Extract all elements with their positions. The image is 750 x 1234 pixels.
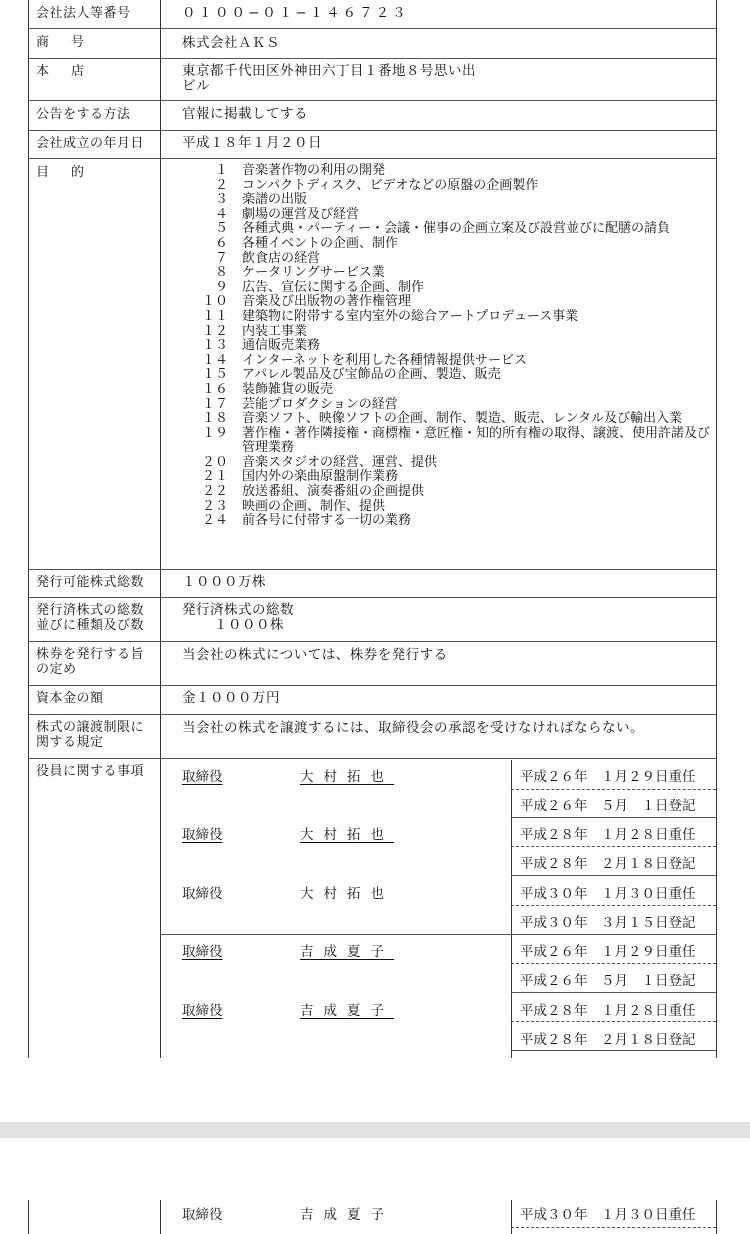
row-divider: [28, 158, 717, 159]
date-divider: [511, 875, 717, 876]
date-column-divider: [511, 1200, 512, 1234]
purpose-item-text: 内装工事業: [242, 323, 308, 339]
purpose-item-text: 各種イベントの企画、制作: [242, 235, 399, 251]
purpose-item-number: ２０: [201, 454, 228, 470]
officer-reappointed-date: 平成２８年 １月２８日重任: [520, 827, 696, 843]
authorized-shares-value: １０００万株: [182, 574, 266, 590]
officer-name: 吉成夏子: [300, 944, 394, 960]
purpose-item-text: ケータリングサービス業: [242, 265, 385, 281]
date-dashed-divider: [511, 846, 716, 847]
transfer-restriction-label-line2: 関する規定: [36, 735, 104, 750]
purpose-item-text: 放送番組、演奏番組の企画提供: [242, 484, 425, 500]
officer-reappointed-date: 平成２６年 １月２９日重任: [520, 944, 696, 960]
trade-name-value: 株式会社ＡＫＳ: [182, 35, 280, 51]
purpose-item-text: 音楽スタジオの経営、運営、提供: [242, 454, 438, 470]
purpose-item: [180, 412, 710, 427]
officer-role: 取締役: [182, 827, 223, 843]
purpose-item-number: ６: [214, 235, 228, 251]
purpose-item: [180, 470, 710, 485]
row-divider: [28, 714, 717, 715]
purpose-item: [180, 398, 710, 413]
company-number-label: 会社法人等番号: [36, 6, 131, 21]
purpose-item: [180, 485, 710, 500]
officer-name: 大村拓也: [300, 886, 394, 902]
notice-method-label: 公告をする方法: [36, 107, 131, 122]
purpose-item-text: 音楽ソフト、映像ソフトの企画、制作、製造、販売、レンタル及び輸出入業: [242, 411, 682, 427]
purpose-item-text: インターネットを利用した各種情報提供サービス: [242, 352, 527, 368]
purpose-item: [180, 252, 710, 267]
purpose-item-number: １４: [201, 352, 228, 368]
certificates-label-line2: の定め: [36, 662, 77, 677]
head-office-line2: ビル: [182, 78, 210, 94]
purpose-item: [180, 164, 710, 179]
date-dashed-divider: [511, 789, 716, 790]
purpose-item-number: １１: [201, 308, 228, 324]
purpose-item-text: 映画の企画、制作、提供: [242, 498, 386, 514]
purpose-item-text: 国内外の楽曲原盤制作業務: [242, 469, 399, 485]
issued-shares-label-line2: 並びに種類及び数: [36, 618, 145, 633]
purpose-list: [180, 164, 710, 529]
purpose-item: [180, 310, 710, 325]
date-divider: [511, 992, 717, 993]
row-divider: [28, 58, 717, 59]
purpose-item: [180, 237, 710, 252]
officer-role: 取締役: [182, 1207, 223, 1223]
officer-registered-date: 平成２８年 ２月１８日登記: [520, 856, 696, 872]
officer-reappointed-date: 平成３０年 １月３０日重任: [520, 1207, 696, 1223]
date-dashed-divider: [511, 1021, 716, 1022]
date-dashed-divider: [511, 963, 716, 964]
officers-label: 役員に関する事項: [36, 764, 145, 779]
officer-name: 大村拓也: [300, 769, 394, 785]
purpose-item: [180, 368, 710, 383]
purpose-item-number: １７: [201, 396, 228, 412]
officer-reappointed-date: 平成３０年 １月３０日重任: [520, 886, 696, 902]
purpose-item-number: １３: [201, 338, 228, 354]
purpose-item-text: 音楽著作物の利用の開発: [242, 163, 386, 178]
officer-registered-date: 平成２６年 ５月 １日登記: [520, 973, 696, 989]
purpose-item-number: １２: [201, 323, 228, 339]
purpose-item-number: ３: [214, 192, 228, 208]
purpose-item-number: ２４: [201, 513, 228, 529]
date-column-divider: [511, 760, 512, 1058]
purpose-item-text: 飲食店の経営: [242, 250, 321, 266]
purpose-item-number: ９: [214, 279, 228, 295]
purpose-item-text: 劇場の運営及び経営: [242, 206, 360, 222]
purpose-item: [180, 427, 710, 456]
purpose-item-number: ４: [214, 206, 228, 222]
page-break-separator: [0, 1122, 750, 1138]
company-number-value: ０１００−０１−１４６７２３: [182, 5, 409, 21]
date-dashed-divider: [511, 1227, 716, 1228]
date-divider: [511, 1050, 717, 1051]
purpose-item-number: １０: [201, 294, 228, 310]
purpose-item-number: １５: [201, 367, 228, 383]
row-divider: [28, 100, 717, 101]
purpose-item-number: １９: [201, 425, 228, 441]
purpose-item-number: ２２: [201, 484, 228, 500]
issued-shares-label-line1: 発行済株式の総数: [36, 603, 145, 618]
established-value: 平成１８年１月２０日: [182, 135, 322, 151]
issued-shares-value-line2: １０００株: [214, 617, 284, 633]
purpose-item-number: ８: [214, 265, 228, 281]
row-divider: [28, 597, 717, 598]
officer-role: 取締役: [182, 1003, 223, 1019]
certificates-label-line1: 株券を発行する旨: [36, 647, 145, 662]
purpose-item: [180, 383, 710, 398]
purpose-item-text: アパレル製品及び宝飾品の企画、製造、販売: [242, 367, 501, 383]
purpose-item-number: ７: [214, 250, 228, 266]
date-divider: [511, 817, 717, 818]
officer-group-divider: [160, 934, 512, 935]
purpose-item: [180, 266, 710, 281]
purpose-item-number: ２１: [201, 469, 228, 485]
row-divider: [28, 685, 717, 686]
purpose-label: 目的: [36, 165, 107, 180]
purpose-item: [180, 295, 710, 310]
purpose-item-number: ２: [214, 177, 228, 193]
officer-role: 取締役: [182, 944, 223, 960]
purpose-item-text: 芸能プロダクションの経営: [242, 396, 398, 412]
authorized-shares-label: 発行可能株式総数: [36, 575, 145, 590]
capital-value: 金１０００万円: [182, 690, 280, 706]
officer-registered-date: 平成２８年 ２月１８日登記: [520, 1032, 696, 1048]
officer-name: 吉成夏子: [300, 1207, 394, 1223]
capital-label: 資本金の額: [36, 691, 104, 706]
purpose-item: [180, 339, 710, 354]
officer-name: 吉成夏子: [300, 1003, 394, 1019]
purpose-item-text: 音楽及び出版物の著作権管理: [242, 294, 412, 310]
head-office-label: 本店: [36, 64, 107, 79]
purpose-item-text: 通信販売業務: [242, 338, 321, 354]
purpose-item: [180, 222, 710, 237]
purpose-item-text: 装飾雑貨の販売: [242, 381, 334, 397]
purpose-item-number: １: [214, 163, 228, 178]
officer-registered-date: 平成２６年 ５月 １日登記: [520, 798, 696, 814]
purpose-item-number: ２３: [201, 498, 228, 514]
officer-role: 取締役: [182, 769, 223, 785]
purpose-item: [180, 325, 710, 340]
officer-reappointed-date: 平成２６年 １月２９日重任: [520, 769, 696, 785]
officer-role: 取締役: [182, 886, 223, 902]
table-right-border: [716, 1200, 717, 1234]
purpose-item: [180, 179, 710, 194]
officer-registered-date: 平成３０年 ３月１５日登記: [520, 915, 696, 931]
notice-method-value: 官報に掲載してする: [182, 106, 308, 122]
purpose-item-text: 前各号に付帯する一切の業務: [242, 513, 412, 529]
purpose-item-number: ５: [214, 221, 228, 237]
row-divider: [28, 758, 717, 759]
row-divider: [28, 641, 717, 642]
officer-reappointed-date: 平成２８年 １月２８日重任: [520, 1003, 696, 1019]
head-office-line1: 東京都千代田区外神田六丁目１番地８号思い出: [182, 63, 476, 79]
table-left-border: [28, 1200, 29, 1234]
purpose-item-text: 各種式典・パーティー・会議・催事の企画立案及び設営並びに配膳の請負: [242, 221, 670, 237]
issued-shares-value-line1: 発行済株式の総数: [182, 602, 294, 618]
purpose-item: [180, 514, 710, 529]
transfer-restriction-value: 当会社の株式を譲渡するには、取締役会の承認を受けなければならない。: [182, 720, 644, 736]
established-label: 会社成立の年月日: [36, 136, 145, 151]
officer-name: 大村拓也: [300, 827, 394, 843]
purpose-item-text: 著作権・著作隣接権・商標権・意匠権・知的所有権の取得、譲渡、使用許諾及び管理業務: [242, 425, 711, 456]
purpose-item-number: １６: [201, 381, 228, 397]
purpose-item-text: 建築物に附帯する室内室外の総合アートプロデュース事業: [242, 308, 579, 324]
label-column-divider: [160, 1200, 161, 1234]
purpose-item-number: １８: [201, 411, 228, 427]
date-divider: [511, 934, 717, 935]
purpose-item: [180, 193, 710, 208]
purpose-item-text: コンパクトディスク、ビデオなどの原盤の企画製作: [242, 177, 539, 193]
trade-name-label: 商号: [36, 35, 107, 50]
row-divider: [28, 569, 717, 570]
certificates-value: 当会社の株式については、株券を発行する: [182, 647, 448, 663]
row-divider: [28, 130, 717, 131]
transfer-restriction-label-line1: 株式の譲渡制限に: [36, 720, 145, 735]
row-divider: [28, 28, 717, 29]
purpose-item-text: 広告、宣伝に関する企画、制作: [242, 279, 425, 295]
purpose-item-text: 楽譜の出版: [242, 192, 308, 208]
date-dashed-divider: [511, 905, 716, 906]
